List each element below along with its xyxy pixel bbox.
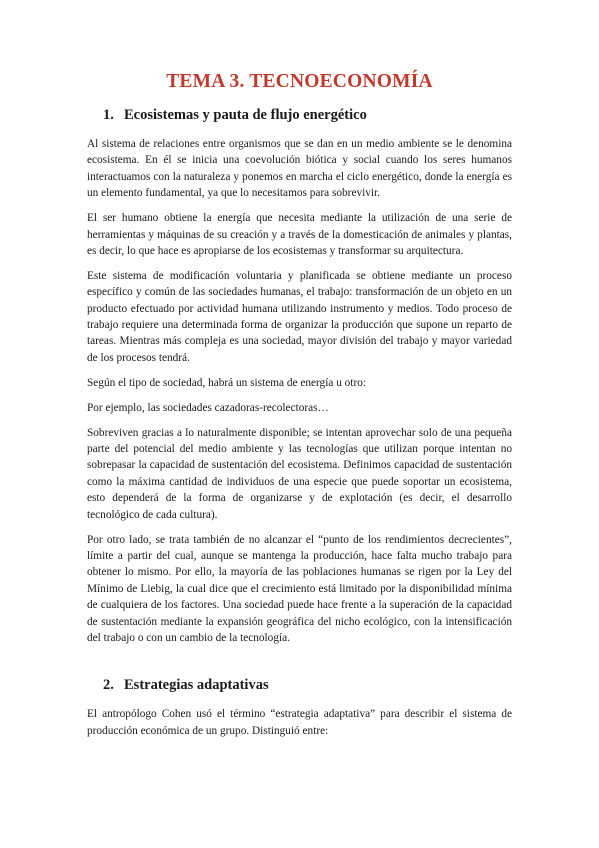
paragraph: Este sistema de modificación voluntaria y planificada se obtiene mediante un proceso específico y común de las sociedades humanas, el trabajo: transformación de un objeto en un producto efectuado por actividad humana utilizando instrumento y medios. Todo proceso de trabajo requiere una determinada forma de organizar la producción que supone un reparto de tareas. Mientras más compleja es una sociedad, mayor división del trabajo y mayor variedad de los procesos tendrá. [87,269,512,364]
paragraph: Por ejemplo, las sociedades cazadoras-recolectoras… [87,401,329,414]
paragraph: El ser humano obtiene la energía que necesita mediante la utilización de una serie de herramientas y máquinas de su creación y a través de la domesticación de animales y plantas, es decir, lo que hace es apropiarse de los ecosistemas y transformar su arquitectura. [87,212,512,257]
paragraph: El antropólogo Cohen usó el término “estrategia adaptativa” para describir el sistema de producción económica de un grupo. Distinguió entre: [87,708,512,737]
document-title: TEMA 3. TECNOECONOMÍA [166,71,433,92]
paragraph: Según el tipo de sociedad, habrá un sistema de energía u otro: [87,376,366,389]
section-estrategias [87,676,512,739]
paragraph: Por otro lado, se trata también de no alcanzar el “punto de los rendimientos decrecientes”, límite a partir del cual, aunque se mantenga la producción, hace falta mucho trabajo para obtener lo mismo. Por ello, la mayoría de las poblaciones humanas se rigen por la Ley del Mínimo de Liebig, la cual dice que el crecimiento está limitado por la disponibilidad mínima de cualquiera de los factores. Una sociedad puede hace frente a la superación de la capacidad de sustentación mediante la expansión geográfica del nicho ecológico, con la intensificación del trabajo o con un cambio de la tecnología. [87,533,512,644]
section-number: 2. [103,677,114,694]
section-heading [87,106,512,124]
section-title: Ecosistemas y pauta de flujo energético [124,107,367,123]
section-ecosistemas [87,106,512,646]
paragraph: Sobreviven gracias a lo naturalmente disponible; se intentan aprovechar solo de una pequeña parte del potencial del medio ambiente y las tecnologías que utilizan porque intentan no sobrepasar la capacidad de sustentación del ecosistema. Definimos capacidad de sustentación como la máxima cantidad de individuos de una especie que puede soportar un ecosistema, esto dependerá de la forma de organizarse y de explotación (es decir, el desarrollo tecnológico de cada cultura). [87,426,512,521]
paragraph: Al sistema de relaciones entre organismos que se dan en un medio ambiente se le denomina ecosistema. En él se inicia una coevolución biótica y social cuando los seres humanos interactuamos con la naturaleza y ponemos en marcha el ciclo energético, donde la energía es un elemento fundamental, ya que lo necesitamos para sobrevivir. [87,138,512,200]
section-number: 1. [103,107,114,123]
section-heading [87,676,512,694]
section-title: Estrategias adaptativas [124,677,269,694]
